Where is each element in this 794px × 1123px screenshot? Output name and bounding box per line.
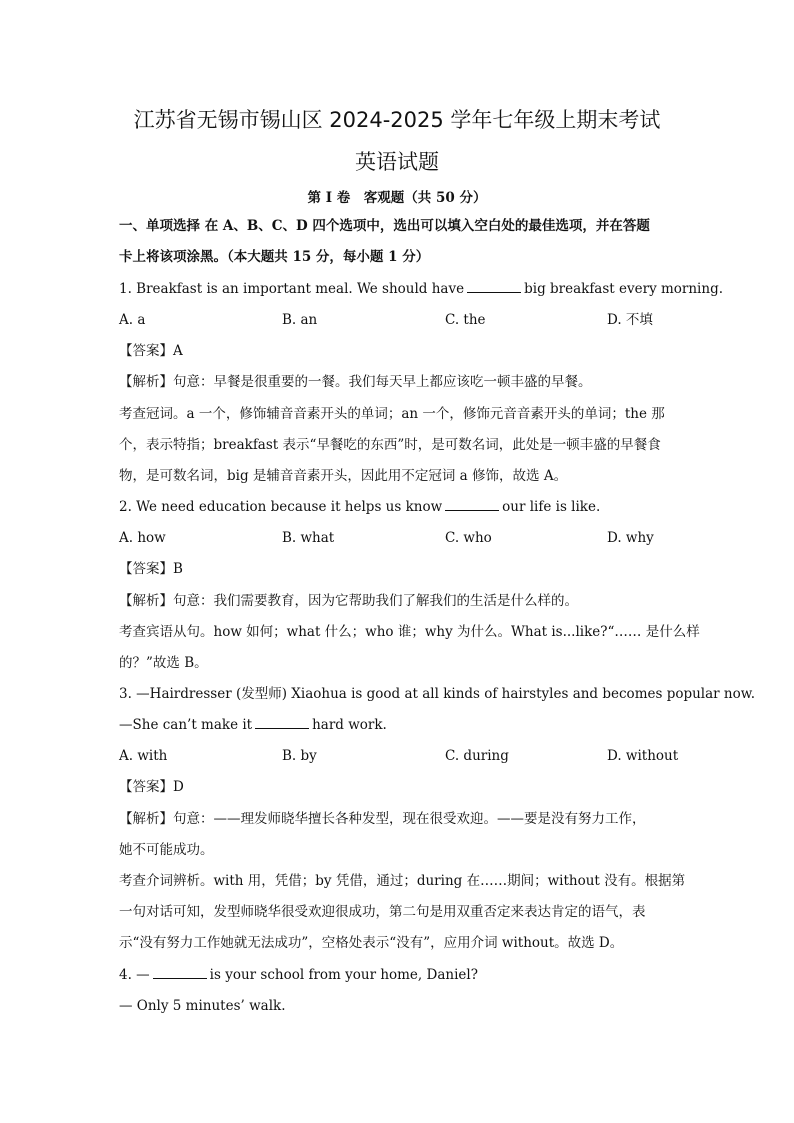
question-2-analysis-line: 的？”故选 B。	[119, 655, 208, 671]
question-1-analysis-line: 物，是可数名词，big 是辅音音素开头，因此用不定冠词 a 修饰，故选 A。	[119, 468, 568, 484]
question-2-analysis: 【解析】句意：我们需要教育，因为它帮助我们了解我们的生活是什么样的。	[119, 593, 578, 609]
question-3-analysis-line: 考查介词辨析。with 用，凭借；by 凭借，通过；during 在……期间；without 没有。根据第	[119, 873, 686, 889]
question-1-stem: 1. Breakfast is an important meal. We should have big breakfast every morning.	[119, 281, 724, 297]
question-1-option-d: D. 不填	[607, 312, 653, 328]
question-2-option-b: B. what	[282, 530, 335, 546]
question-3-analysis-line: 她不可能成功。	[119, 842, 214, 858]
question-1-analysis: 【解析】句意：早餐是很重要的一餐。我们每天早上都应该吃一顿丰盛的早餐。	[119, 374, 592, 390]
instructions-line-1: 一、单项选择 在 A、B、C、D 四个选项中，选出可以填入空白处的最佳选项，并在答题	[119, 218, 650, 234]
answer-blank	[153, 965, 207, 979]
question-1-analysis-line: 考查冠词。a 一个，修饰辅音音素开头的单词；an 一个，修饰元音音素开头的单词；the 那	[119, 406, 665, 422]
question-1-analysis-line: 个，表示特指；breakfast 表示“早餐吃的东西”时，是可数名词，此处是一顿丰盛的早餐食	[119, 437, 661, 453]
analysis-label: 【解析】	[119, 593, 173, 609]
question-3-analysis: 【解析】句意：——理发师晓华擅长各种发型，现在很受欢迎。——要是没有努力工作，	[119, 811, 646, 827]
question-3-option-d: D. without	[607, 748, 679, 764]
question-1-option-b: B. an	[282, 312, 318, 328]
instructions-line-2: 卡上将该项涂黑。（本大题共 15 分，每小题 1 分）	[119, 249, 430, 265]
question-2-option-c: C. who	[445, 530, 492, 546]
question-3-stem-line-1: 3. —Hairdresser (发型师) Xiaohua is good at all kinds of hairstyles and becomes popular now.	[119, 686, 755, 702]
question-3-stem-line-2: —She can’t make it hard work.	[119, 717, 387, 733]
document-subtitle: 英语试题	[355, 150, 439, 174]
answer-blank	[255, 715, 309, 729]
question-3-analysis-line: 一句对话可知，发型师晓华很受欢迎很成功，第二句是用双重否定来表达肯定的语气，表	[119, 904, 646, 920]
question-3-option-b: B. by	[282, 748, 317, 764]
analysis-label: 【解析】	[119, 374, 173, 390]
question-2-analysis-line: 考查宾语从句。how 如何；what 什么；who 谁；why 为什么。What is...like?“…… 是什么样	[119, 624, 700, 640]
question-1-option-c: C. the	[445, 312, 486, 328]
question-2-option-a: A. how	[119, 530, 166, 546]
question-2-answer: 【答案】B	[119, 561, 183, 577]
answer-label: 【答案】	[119, 779, 173, 795]
answer-blank	[467, 279, 521, 293]
question-3-answer: 【答案】D	[119, 779, 184, 795]
question-2-stem: 2. We need education because it helps us know our life is like.	[119, 499, 601, 515]
answer-label: 【答案】	[119, 561, 173, 577]
document-title: 江苏省无锡市锡山区 2024-2025 学年七年级上期末考试	[133, 108, 661, 132]
question-1-option-a: A. a	[119, 312, 146, 328]
section-heading: 第 I 卷 客观题（共 50 分）	[307, 190, 487, 206]
question-2-option-d: D. why	[607, 530, 654, 546]
question-4-stem: 4. — is your school from your home, Daniel?	[119, 967, 478, 983]
answer-label: 【答案】	[119, 343, 173, 359]
question-3-option-c: C. during	[445, 748, 509, 764]
analysis-label: 【解析】	[119, 811, 173, 827]
question-1-answer: 【答案】A	[119, 343, 183, 359]
answer-blank	[445, 497, 499, 511]
question-4-reply: — Only 5 minutes’ walk.	[119, 998, 286, 1014]
question-3-option-a: A. with	[119, 748, 168, 764]
question-3-analysis-line: 示“没有努力工作她就无法成功”，空格处表示“没有”，应用介词 without。故选 D。	[119, 935, 624, 951]
